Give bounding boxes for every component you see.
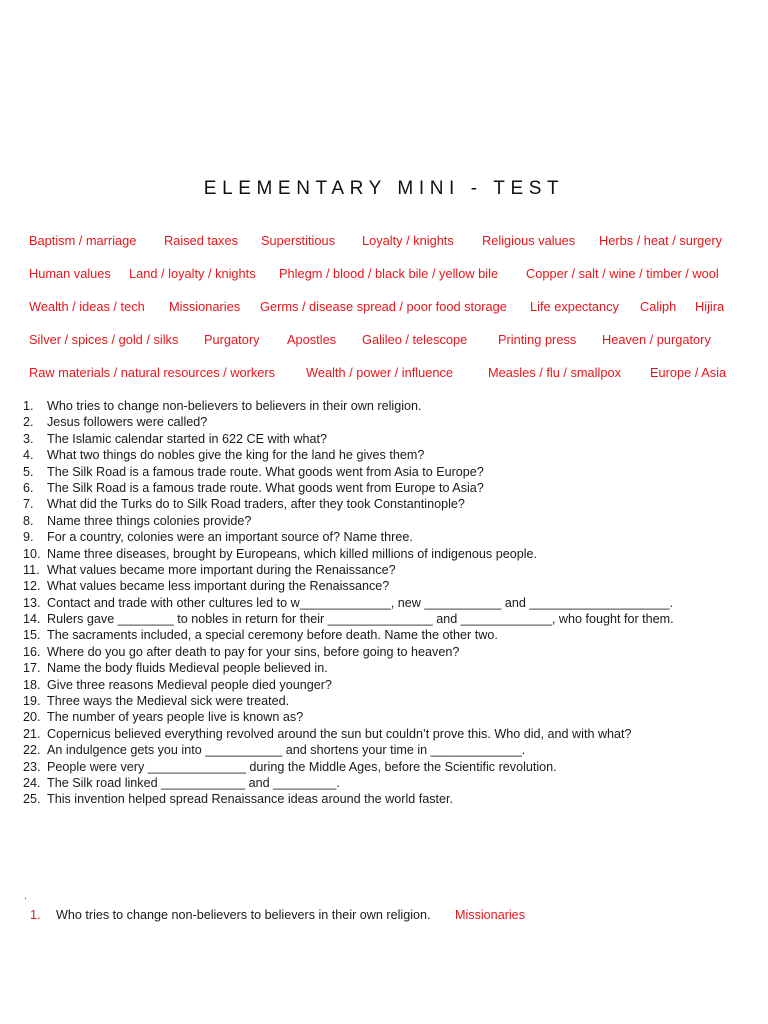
question-item [0, 775, 768, 791]
word-bank-item: Caliph [640, 299, 677, 314]
question-item [0, 480, 768, 496]
word-bank-item: Hijira [695, 299, 725, 314]
question-text: An indulgence gets you into ___________ and shortens your time in _____________. [47, 743, 526, 758]
word-bank-row [0, 332, 768, 352]
stray-dot: . [24, 890, 28, 902]
question-item [0, 595, 768, 611]
answer-example-number: 1. [30, 908, 41, 922]
question-item [0, 742, 768, 758]
question-text: Where do you go after death to pay for your sins, before going to heaven? [47, 644, 460, 659]
word-bank-row [0, 365, 768, 385]
question-text: Name the body fluids Medieval people believed in. [47, 661, 328, 676]
question-text: People were very ______________ during the Middle Ages, before the Scientific revolution. [47, 759, 557, 774]
question-number: 1. [23, 399, 34, 413]
question-text: The sacraments included, a special ceremony before death. Name the other two. [47, 628, 498, 643]
question-text: What values became less important during the Renaissance? [47, 579, 390, 594]
question-text: The Silk Road is a famous trade route. What goods went from Asia to Europe? [47, 464, 484, 479]
question-number: 12. [23, 579, 41, 594]
question-item [0, 464, 768, 480]
question-number: 18. [23, 677, 41, 692]
question-item [0, 726, 768, 742]
word-bank-item: Purgatory [204, 332, 260, 347]
question-item [0, 759, 768, 775]
question-number: 16. [23, 644, 41, 659]
question-number: 13. [23, 595, 41, 610]
answer-example-question: Who tries to change non-believers to believers in their own religion. [56, 908, 431, 922]
word-bank-item: Raw materials / natural resources / workers [29, 365, 276, 380]
word-bank-item: Measles / flu / smallpox [488, 365, 621, 380]
question-item [0, 398, 768, 414]
question-text: Rulers gave ________ to nobles in return for their _______________ and _____________, who fought for them. [47, 612, 674, 627]
question-text: What two things do nobles give the king for the land he gives them? [47, 448, 425, 463]
question-item [0, 447, 768, 463]
question-item [0, 562, 768, 578]
question-number: 2. [23, 415, 34, 430]
question-item [0, 693, 768, 709]
question-number: 11. [23, 562, 40, 577]
question-item [0, 644, 768, 660]
word-bank-item: Europe / Asia [650, 365, 727, 380]
word-bank-item: Superstitious [261, 233, 335, 248]
question-number: 4. [23, 448, 34, 463]
question-text: Copernicus believed everything revolved around the sun but couldn’t prove this. Who did, and with what? [47, 726, 632, 741]
word-bank-item: Apostles [287, 332, 337, 347]
question-number: 3. [23, 431, 34, 446]
question-text: Who tries to change non-believers to believers in their own religion. [47, 399, 422, 413]
page-title: ELEMENTARY MINI - TEST [203, 178, 565, 199]
word-bank-item: Herbs / heat / surgery [599, 233, 723, 248]
question-item [0, 791, 768, 807]
question-number: 20. [23, 710, 41, 725]
question-item [0, 578, 768, 594]
word-bank-item: Life expectancy [530, 299, 619, 314]
question-number: 8. [23, 513, 34, 528]
word-bank-item: Germs / disease spread / poor food storage [260, 299, 507, 314]
word-bank-item: Land / loyalty / knights [129, 266, 256, 281]
question-list [0, 398, 768, 808]
question-text: Jesus followers were called? [47, 415, 208, 430]
question-number: 7. [23, 497, 34, 512]
question-item [0, 611, 768, 627]
question-number: 22. [23, 743, 41, 758]
word-bank-row [0, 266, 768, 286]
question-item [0, 513, 768, 529]
word-bank-item: Religious values [482, 233, 576, 248]
question-number: 17. [23, 661, 41, 676]
question-number: 19. [23, 694, 41, 709]
question-item [0, 677, 768, 693]
word-bank-item: Heaven / purgatory [602, 332, 711, 347]
question-text: What did the Turks do to Silk Road traders, after they took Constantinople? [47, 497, 465, 512]
word-bank-row [0, 233, 768, 253]
word-bank-item: Human values [29, 266, 111, 281]
question-text: Three ways the Medieval sick were treated. [47, 694, 290, 709]
answer-example [0, 906, 768, 924]
question-number: 9. [23, 530, 34, 545]
word-bank-item: Loyalty / knights [362, 233, 454, 248]
question-item [0, 496, 768, 512]
question-number: 24. [23, 775, 41, 790]
question-item [0, 529, 768, 545]
question-number: 15. [23, 628, 41, 643]
question-item [0, 627, 768, 643]
question-text: The Silk Road is a famous trade route. What goods went from Europe to Asia? [47, 480, 484, 495]
question-number: 14. [23, 612, 41, 627]
question-text: Name three diseases, brought by Europeans, which killed millions of indigenous people. [47, 546, 538, 561]
question-text: Name three things colonies provide? [47, 513, 252, 528]
word-bank-item: Wealth / ideas / tech [29, 299, 145, 314]
question-text: The Islamic calendar started in 622 CE with what? [47, 431, 327, 446]
word-bank-item: Raised taxes [164, 233, 238, 248]
question-item [0, 660, 768, 676]
word-bank-row [0, 299, 768, 319]
word-bank-item: Silver / spices / gold / silks [29, 332, 179, 347]
question-number: 23. [23, 759, 41, 774]
word-bank-item: Printing press [498, 332, 577, 347]
question-item [0, 709, 768, 725]
question-text: The number of years people live is known as? [47, 710, 304, 725]
word-bank-item: Phlegm / blood / black bile / yellow bile [279, 266, 499, 281]
question-number: 10. [23, 546, 41, 561]
answer-example-answer: Missionaries [455, 908, 525, 922]
question-item [0, 414, 768, 430]
question-text: What values became more important during the Renaissance? [47, 562, 396, 577]
question-item [0, 431, 768, 447]
question-text: Contact and trade with other cultures led to w_____________, new ___________ and ____________________. [47, 595, 673, 610]
question-number: 25. [23, 792, 41, 807]
question-number: 6. [23, 480, 34, 495]
question-number: 5. [23, 464, 34, 479]
question-text: The Silk road linked ____________ and _________. [47, 775, 340, 790]
word-bank-item: Copper / salt / wine / timber / wool [526, 266, 719, 281]
question-number: 21. [23, 726, 41, 741]
word-bank-item: Wealth / power / influence [306, 365, 454, 380]
question-item [0, 546, 768, 562]
question-text: This invention helped spread Renaissance ideas around the world faster. [47, 792, 454, 807]
word-bank-item: Baptism / marriage [29, 233, 137, 248]
question-text: For a country, colonies were an important source of? Name three. [47, 530, 413, 545]
word-bank-item: Galileo / telescope [362, 332, 468, 347]
word-bank-item: Missionaries [169, 299, 241, 314]
question-text: Give three reasons Medieval people died younger? [47, 677, 332, 692]
